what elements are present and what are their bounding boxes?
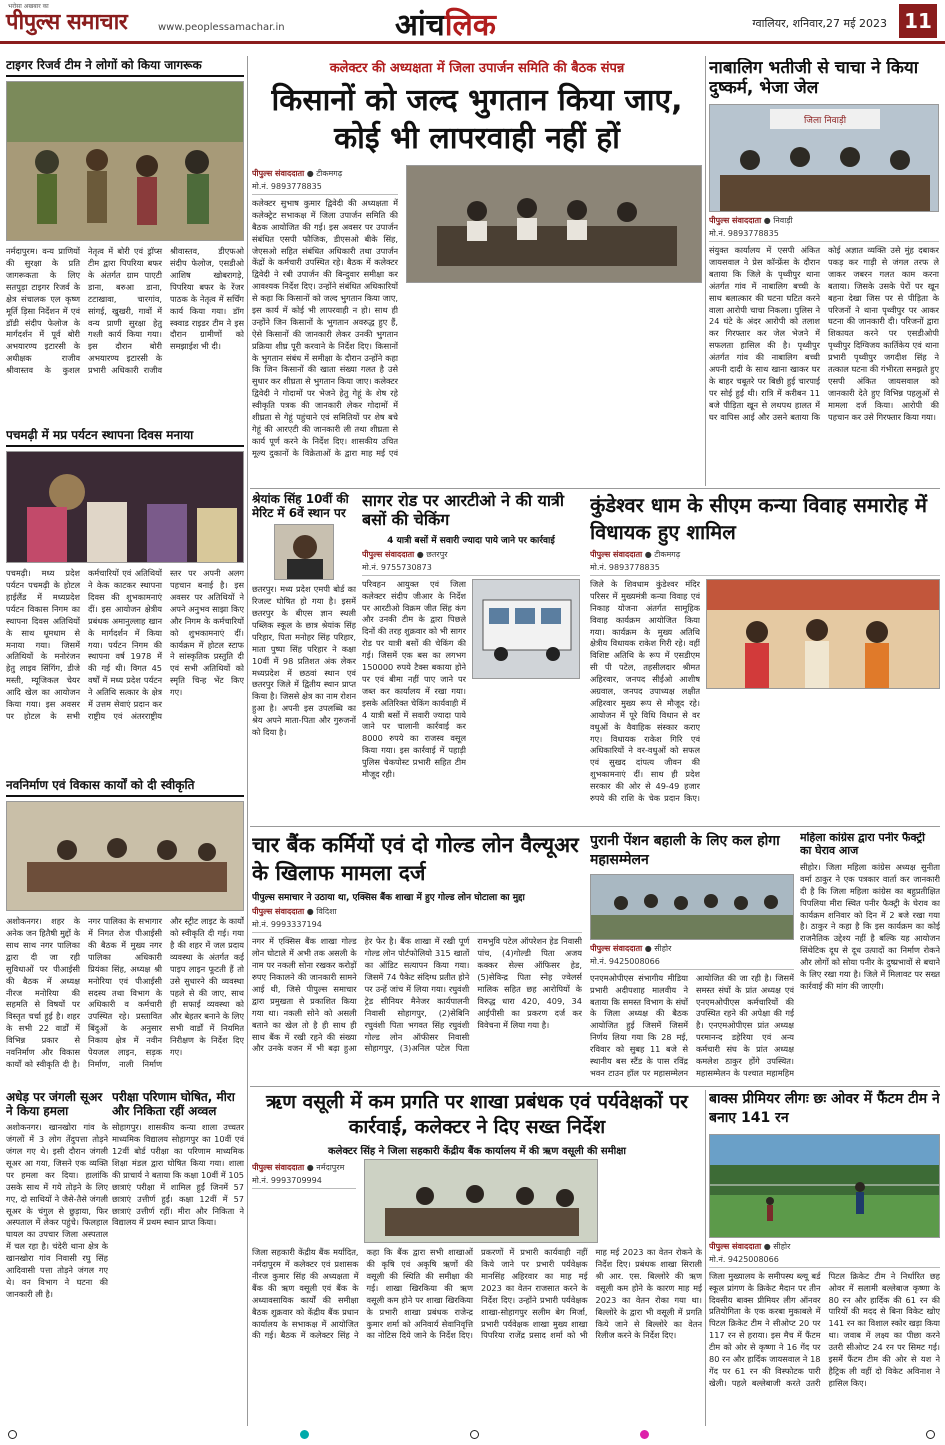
byline: पीपुल्स संवाददाता ● टीकमगढ़ — [590, 550, 681, 559]
article-bank-gold-loan — [252, 832, 582, 1082]
byline: पीपुल्स संवाददाता ● टीकमगढ़ — [252, 169, 343, 178]
reporter-mobile: मो.नं. 9993709994 — [252, 1175, 356, 1189]
rto-content — [362, 579, 580, 805]
photo-pension-image — [591, 875, 794, 940]
photo-bus-image — [473, 580, 580, 679]
photo-bank-review — [364, 1159, 598, 1243]
article-exam-result — [112, 1090, 244, 1426]
body-text: सीहोर। जिला महिला कांग्रेस अध्यक्ष सुनीता वर्मा ठाकुर ने एक पत्रकार वार्ता कर जानकारी दी है कि जिला महिला कांग्रेस का बहुप्रतीक्षित पिपलिया मीरा स्थित पनीर फैक्ट्री के घेराव का कार्यक्रम शनिवार को दिन में 2 बजे रखा गया है। ठाकुर ने कहा है कि इस कार्यक्रम का कोई राजनैतिक उद्देश्य नहीं है बल्कि यह आयोजन सिंथेटिक दूध से दूध उत्पादों का निर्माण रोकने और लोगों को सोया पनीर के दुष्प्रभावों से बचाने के लिए रखा गया है। जिले में मिलावट पर सख्त कार्रवाई की मांग की जाएगी। — [800, 861, 940, 991]
photo-cricket-match — [709, 1134, 940, 1238]
body-text: अशोकनगर। शहर के अनेक जन हितैषी मुद्दों के साथ साथ नगर पालिका द्वारा दी जा रही सुविधाओं पर पीआईसी की बैठक में अध्यक्ष नीरज मनोरिया की सहमति से विषयों पर विस्तृत चर्चा हुई है। शहर के सभी 22 वार्डों में विभिन्न प्रकार से नवनिर्माण और विकास कार्यों को स्वीकृति दी है। नगर पालिका के सभागार में निगत रोज पीआईसी की बैठक में मुख्य नगर पालिका अधिकारी प्रियंका सिंह, अध्यक्ष श्री मनोरिया एवं पीआईसी सदस्य तथा विभाग के अधिकारी व कर्मचारी उपस्थित रहे। प्रस्तावित बिंदुओं के अनुसार निकाय क्षेत्र में नवीन पेयजल लाइन, सड़क निर्माण, नाली निर्माण और स्ट्रीट लाइट के कार्यों को स्वीकृति दी गई। गया है की शहर में जल प्रदाय व्यवस्था के अंतर्गत कई पाइप लाइन फूटती हैं तो उसे सुधारने की व्यवस्था पहले से की जाए, साथ ही सफाई व्यवस्था को और बेहतर बनाने के लिए सभी वार्डों में नियमित निरीक्षण के निर्देश दिए गए। — [6, 916, 244, 1069]
section-title-b: लिक — [444, 8, 496, 43]
subhead: कलेक्टर सिंह ने जिला सहकारी केंद्रीय बैंक कार्यालय में की ऋण वसूली की समीक्षा — [328, 1146, 626, 1158]
article-rto-checking — [362, 492, 580, 822]
body-part-1: नर्मदापुरम। वन्य प्राणियों की सुरक्षा के प्रति जागरूकता के लिए सतपुड़ा टाइगर रिजर्व के क्षेत्र संचालक एल कृष्ण मूर्ति ड़िसा निर्देशन में एवं डॉडी संदीप फेलोज के मार्गदर्शन में पूर्व बोरी अभयारण्य इटारसी के अधीक्षक राजीव श्रीवास्तव के कुशल नेतृत्व में बोरी एवं ड्रॉप्स टीम द्वारा पिपरिया बफर के अंतर्गत ग्राम पाएटी डाना, बरुआ डाना, टटाखावा, चारगांव, — [6, 246, 162, 376]
collector-content — [252, 165, 702, 458]
photo-bus-checking — [472, 579, 580, 679]
masthead — [0, 0, 945, 44]
headline: टाइगर रिजर्व टीम ने लोगों को किया जागरूक — [6, 58, 244, 77]
headline: परीक्षा परिणाम घोषित, मीरा और निकिता रहीं अव्वल — [112, 1090, 235, 1119]
collector-left-col — [252, 165, 398, 458]
byline: पीपुल्स संवाददाता ● छतरपुर — [362, 549, 448, 559]
reporter-mobile: मो.नं. 9755730873 — [362, 562, 580, 576]
reporter-mobile: मो.नं. 9893778835 — [590, 562, 940, 576]
reporter-mobile: मो.नं. 9993337194 — [252, 919, 582, 933]
headline: श्रेयांक सिंह 10वीं की मेरिट में 6वें स्थान पर — [252, 492, 349, 521]
headline: नवनिर्माण एवं विकास कार्यों को दी स्वीकृति — [6, 778, 244, 797]
byline: पीपुल्स संवाददाता ● सीहोर — [709, 1241, 791, 1251]
registration-mark-icon — [926, 1430, 935, 1439]
body-text: सोहागपुर। शासकीय कन्या शाला उच्चतर माध्यमिक विद्यालय सोहागपुर का 10वीं एवं 12वीं बोर्ड परीक्षा का परिणाम माध्यमिक शिक्षा मंडल द्वारा घोषित किया गया। शाला की प्राचार्य ने बताया कि कक्षा 10वीं में 105 छात्राएं परीक्षा में शामिल हुईं जिनमें 57 छात्राएं उत्तीर्ण हुईं। कक्षा 12वीं में 57 छात्राएं उत्तीर्ण रहीं। मीरा और निकिता ने विद्यालय में प्रथम स्थान प्राप्त किया। — [112, 1122, 244, 1228]
loan-right-spacer — [606, 1159, 702, 1243]
photo-wedding-image — [707, 580, 940, 689]
photo-pachmarhi-image — [7, 452, 244, 563]
body-text: नगर में एक्सिस बैंक शाखा गोल्ड लोन घोटाले में अभी तक असली के नाम पर नकली सोना रखकर करोड़ों रुपए निकालने की जानकारी सामने आई थी, जिसे पीपुल्स समाचार द्वारा प्रमुखता से प्रकाशित किया गया था। नकली सोने को असली बताने का खेल तो है ही साथ ही साथ बैंक में रखी रहने की संख्या और उनके वजन में भी बढ़ा हुआ हेर फेर है। बैंक शाखा में रखी पूर्ण गोल्ड लोन पोर्टफोलियो 315 खातों का ऑडिट सत्यापन किया गया। जिसमें 74 पैकेट संदिग्ध प्रतीत होने पर उन्हें जांच में लिया गया। रघुवंशी ट्रेड सीनियर मैनेजर कार्यपालनी निवासी सोहागपुर, (2)सेबिनि रघुवंशी पिता भगवत सिंह रघुवंशी गोल्ड लोन ऑफीसर निवासी सोहागपुर, (3)अनिल पटेल पिता रामभुवि पटेल ऑपरेशन हेड निवासी पांच, (4)गोल्डी पिता अजय कक्कर सेल्स ऑफिसर हेड, (5)सेविन्द्र पिता स्नेह ज्वेलर्स मालिक सहित छह आरोपियों के विरुद्ध धारा 420, 409, 34 आईपीसी का प्रकरण दर्ज कर विवेचना में लिया गया है। — [252, 936, 582, 1054]
body-text — [6, 246, 244, 377]
reporter-mobile: मो.नं. 9893778835 — [709, 228, 939, 242]
body-text: कलेक्टर सुभाष कुमार द्विवेदी की अध्यक्षता में कलेक्ट्रेट सभाकक्ष में जिला उपार्जन समिति की बैठक आयोजित की गई। इस अवसर पर उपार्जन संबंधित एसपी फौजिक, डीएसओ बीके सिंह, जेएसओ सहित संबंधित अधिकारी तथा उपार्जन केंद्रों के कर्मचारी उपस्थित रहे। बैठक में कलेक्टर द्विवेदी ने रबी उपार्जन की बिन्दुवार समीक्षा कर आवश्यक निर्देश दिए। उन्होंने संबंधित अधिकारियों से कहा कि किसानों को जल्द भुगतान किया जाए, इस कार्य में कोई भी लापरवाही न हो। साथ ही उन्होंने जिन किसानों के भुगतान अवरुद्ध हुए हैं, ऐसे किसानों की जानकारी लेकर उनकी भुगतान प्रक्रिया शीघ्र पूरी करवाने के निर्देश दिए। किसानों के भुगतान संबंध में समीक्षा के दौरान उन्होंने कहा कि जिन किसानों की खाता संख्या गलत है उसे सुधार कर शीघ्रता से भुगतान किया जाए। कलेक्टर द्विवेदी ने गोदामों पर भेजने हेतु गेहूं के शेष रहे स्वीकृति पत्रक की जानकारी लेकर गोदामों में शीघ्रता से गेहूं पहुंचाने एवं समितियों पर शेष बचे गेहूं की आरएटी की जानकारी ली तथा शीघ्रता से कार्य पूर्ण करने के निर्देश दिए। शासकीय उचित मूल्य दुकानों के विक्रेताओं के द्वारा माह मई एवं — [252, 198, 398, 458]
body-text: जिला सहकारी केंद्रीय बैंक मर्यादित, नर्मदापुरम में कलेक्टर एवं प्रशासक नीरज कुमार सिंह की अध्यक्षता में बैंक की ऋण वसूली एवं बैंक के अध्यावसायिक कार्यों की समीक्षा बैठक शुक्रवार को केंद्रीय बैंक प्रधान कार्यालय के सभाकक्ष में आयोजित की गई। बैठक में कलेक्टर सिंह ने कहा कि बैंक द्वारा सभी शाखाओं की कृषि एवं अकृषि ऋणों की वसूली की स्थिति की समीक्षा की गई। शाखा खिरकिया की ऋण वसूली कम होने पर शाखा खिरकिया के प्रभारी शाखा प्रबंधक राजेन्द्र कुमार शर्मा को अनिवार्य सेवानिवृत्ति का नोटिस दिये जाने के निर्देश दिए। प्रकरणों में प्रभारी कार्यवाही नहीं किये जाने पर प्रभारी पर्यवेक्षक मानसिंह अहिरवार का माह मई 2023 का वेतन राजसात करने के निर्देश दिए। उन्होंने प्रभारी पर्यवेक्षक शाखा-सोहागपुर सलीम बेग मिर्जा, प्रभारी पर्यवेक्षक शाखा मुख्य शाखा पिपरिया राजेंद्र प्रसाद शर्मा को भी माह मई 2023 का वेतन रोकने के निर्देश दिए। प्रबंधक शाखा सिराली श्री आर. एस. बिल्लोरे की ऋण वसूली कम होने के कारण माह मई 2023 का वेतन रोका गया था। बिल्लोरे के द्वारा भी वसूली में प्रगति किये जाने से बिल्लोरे का वेतन रिलीज करने के निर्देश दिए। — [252, 1247, 702, 1341]
photo-student — [274, 524, 334, 580]
photo-pachmarhi-event — [6, 451, 244, 563]
body-part-2: सांगई, खुखरी, गावों में वन्य प्राणी सुरक्षा हेतु गश्ती कार्य किया गया। इस दौरान बोरी अभयारण्य इटारसी के प्रभारी अधिकारी राजीव श्रीवास्तव, डीएफओ संदीप फेलोज, एसडीओ आशिष खोबरागड़े, पिपरिया बफर के रेंजर पाठक के नेतृत्व में सर्चिंग कार्य किया गया। डॉग स्क्वाड राइडर टीम ने इस दौरान ग्रामीणों को समझाईश भी दी। — [88, 246, 244, 376]
headline: महिला कांग्रेस द्वारा पनीर फैक्ट्री का घेराव आज — [800, 832, 925, 857]
headline: चार बैंक कर्मियों एवं दो गोल्ड लोन वैल्यूअर के खिलाफ मामला दर्ज — [252, 833, 579, 885]
row-rule — [250, 1086, 940, 1087]
page-number: 11 — [899, 4, 937, 38]
byline: पीपुल्स संवाददाता ● सीहोर — [590, 943, 672, 953]
photo-cricket-image — [710, 1135, 940, 1238]
byline: पीपुल्स संवाददाता ● नर्मदापुरम — [252, 1163, 345, 1173]
article-kundeshwar-marriage — [590, 492, 940, 822]
article-loan-recovery — [252, 1090, 702, 1426]
kicker: कलेक्टर की अध्यक्षता में जिला उपार्जन समिति की बैठक संपन्न — [329, 61, 625, 76]
headline: कुंडेश्वर धाम के सीएम कन्या विवाह समारोह में विधायक हुए शामिल — [590, 493, 927, 544]
byline-place: सीहोर — [654, 943, 672, 953]
byline-place: निवाड़ी — [773, 216, 793, 226]
reporter-mobile: मो.नं. 9893778835 — [252, 181, 398, 195]
byline-name: पीपुल्स संवाददाता — [252, 1163, 305, 1173]
body-text: जिला मुख्यालय के समीपस्थ ब्ल्यू बर्ड स्कूल प्रांगण के क्रिकेट मैदान पर तीन दिवसीय बाक्स प्रीमियर लीग ऑनवर प्रतियोगिता के एक करबा मुकाबले में पिटल क्रिकेट टीम ने सीओप्ट 20 पर 117 रन से हराया। इस मैच में फैंटम टीम को ओर से कृष्णा ने 16 गेंद पर 80 रन और हार्दिक जायसवाल ने 18 गेंद पर 61 रन की विस्फोटक पारी खेली। पहले बल्लेबाजी करते उतरी पिटल क्रिकेट टीम ने निर्धारित छह ओवर में सलामी बल्लेबाज कृष्णा के 80 रन और हार्दिक की 61 रन की पारियों की मदद से बिना विकेट खोए 141 रन का विशाल स्कोर खड़ा किया था। जवाब में लक्ष्य का पीछा करने उतरी सीओप्ट 24 रन पर सिमट गई। इसमें फैंटम टीम की ओर से यश ने हैट्रिक ली वहीं दो विकेट अविनाश ने हासिल किए। — [709, 1270, 940, 1388]
photo-bank-image — [365, 1160, 598, 1243]
body-text: संयुक्त कार्यालय में एसपी अंकित जायसवाल ने प्रेस कॉन्फ्रेंस के दौरान बताया कि जिले के पृथ्वीपुर थाना अंतर्गत गांव में नाबालिग बच्ची के साथ बलात्कार की घटना घटित करने वाला आरोपी चाचा निकला। पुलिस ने 24 घंटे के अंदर आरोपी को तलाश कर गिरफ्तार कर जेल भेजने में सफलता हासिल की है। पृथ्वीपुर अंतर्गत गांव की नाबालिग बच्ची अपनी दादी के साथ खाना खाकर घर के बाहर चबूतरे पर बिछी हुई चारपाई पर सोई हुई थी। रात्रि में करीबन 11 बजे पीड़िता खून से लथपथ हालत में घर वापिस आई और उसने बताया कि कोई अज्ञात व्यक्ति उसे मुंह दबाकर पकड़ कर गाड़ी से जंगल तरफ ले जाकर जबरन गलत काम करना बताया। जिसके उसके पेरों पर खून बहना देखा जिस पर से पीड़िता के परिजनों ने थाना पृथ्वीपुर पर आकर घटना की जानकारी दी। परिजनों द्वारा शिकायत करने पर एसडीओपी पृथ्वीपुर दिग्विजय कार्तिकेय एवं थाना प्रभारी पृथ्वीपुर जगदीश सिंह ने तत्काल घटना की गंभीरता समझते हुए एसपी अंकित जायसवाल को जानकारी देते हुए विभिन्न पहलुओं से मामला दर्ज किया। आरोपी की पहचान कर उसे गिरफ्तार किया गया। — [709, 245, 939, 422]
column-rule — [705, 56, 706, 486]
registration-mark-icon — [8, 1430, 17, 1439]
reporter-mobile: मो.नं. 9425008066 — [709, 1254, 940, 1268]
photo-tiger-team — [6, 81, 244, 241]
byline-name: पीपुल्स संवाददाता — [709, 1241, 762, 1251]
headline: अधेड़ पर जंगली सूअर ने किया हमला — [6, 1090, 103, 1119]
photo-meeting — [6, 801, 244, 911]
body-text: जिले के शिवधाम कुंडेश्वर मंदिर परिसर में मुख्यमंत्री कन्या विवाह एवं निकाह योजना अंतर्गत सामूहिक विवाह कार्यक्रम आयोजित किया गया। कार्यक्रम के मुख्य अतिथि क्षेत्रीय विधायक राकेश गिरी रहे। वहीं विशिष्ट अतिथि के रूप में एसडीएम सी पी पटेल, तहसीलदार श्रीमत अहिरवार, जनपद सीईओ आशीष अग्रवाल, जनपद उपाध्यक्ष लक्षीत अहिरवार मुख्य रूप से मौजूद रहे। आयोजन में पूरे विधि विधान से वर वधुओं के वैवाहिक संस्कार कराए गए। विधायक राकेश गिरि एवं अधिकारियों ने वर-वधुओं को सफल एवं सुखद दांपत्य जीवन की शुभकामनाएं दीं। साथ ही प्रदेश सरकार की ओर से 49-49 हजार रुपये की राशि के चेक प्रदान किए। — [590, 579, 700, 804]
byline-name: पीपुल्स संवाददाता — [252, 169, 305, 178]
row-rule — [250, 488, 940, 489]
headline: ऋण वसूली में कम प्रगति पर शाखा प्रबंधक एवं पर्यवेक्षकों पर कार्रवाई, कलेक्टर ने दिए सख्त निर्देश — [266, 1091, 688, 1139]
headline: पुरानी पेंशन बहाली के लिए कल होगा महासम्मेलन — [590, 833, 780, 868]
subhead: 4 यात्री बसों में सवारी ज्यादा पाये जाने पर कार्रवाई — [387, 535, 555, 546]
loan-content — [252, 1159, 702, 1243]
photo-wedding — [706, 579, 940, 689]
photo-collector-image — [407, 166, 702, 283]
byline-place: टीकमगढ़ — [654, 550, 681, 559]
article-tiger-reserve — [6, 58, 244, 424]
article-collector-farmers — [252, 58, 702, 486]
registration-mark-icon — [470, 1430, 479, 1439]
photo-student-image — [275, 525, 334, 580]
body-text: अशोकनगर। खानखोरा गांव के जंगलों में 3 लोग तेंदुपत्ता तोड़ने जंगल गए थे। इसी दौरान जंगली सूअर आ गया, जिसने एक व्यक्ति पर हमला कर दिया। हालांकि उसके साथ में गये तोड़ने के लिए गए, दो साथियों ने जैसे-तैसे जंगली सूअर के चंगुल से छुड़ाया, फिर अस्पताल में लेकर पहुंचे। फिलहाल घायल का उपचार जिला अस्पताल में चल रहा है। चंदेरी थाना क्षेत्र के खानखोरा गांव निवासी रघु सिंह आदिवासी पत्ता तोड़ने जंगल गए थे। वन विभाग ने घटना की जानकारी ली है। — [6, 1122, 108, 1299]
subhead: पीपुल्स समाचार ने उठाया था, एक्सिस बैंक शाखा में हुए गोल्ड लोन घोटाला का मुद्दा — [252, 893, 525, 904]
print-footer — [0, 1428, 945, 1445]
byline-place: सीहोर — [773, 1241, 791, 1251]
registration-mark-icon — [640, 1430, 649, 1439]
row-rule — [250, 826, 940, 827]
column-rule — [247, 56, 248, 1426]
article-mahila-congress — [800, 832, 940, 1082]
headline: सागर रोड पर आरटीओ ने की यात्री बसों की चेकिंग — [362, 492, 564, 529]
byline: पीपुल्स संवाददाता ● विदिशा — [252, 907, 337, 917]
photo-collector-meeting — [406, 165, 702, 283]
article-shreyank-merit — [252, 492, 356, 822]
column-rule — [705, 1090, 706, 1426]
reporter-mobile: मो.नं. 9425008066 — [590, 956, 794, 970]
headline: नाबालिग भतीजी से चाचा ने किया दुष्कर्म, भेजा जेल — [709, 58, 919, 99]
byline-name: पीपुल्स संवाददाता — [590, 943, 643, 953]
byline-name: पीपुल्स संवाददाता — [590, 550, 643, 559]
headline: बाक्स प्रीमियर लीगः छः ओवर में फैंटम टीम ने बनाए 141 रन — [709, 1091, 940, 1126]
byline-name: पीपुल्स संवाददाता — [362, 549, 415, 559]
article-crime-niwari — [709, 58, 939, 486]
kundeshwar-content — [590, 579, 940, 805]
byline-place: विदिशा — [316, 907, 337, 917]
registration-mark-icon — [300, 1430, 309, 1439]
byline-name: पीपुल्स संवाददाता — [709, 216, 762, 226]
headline: किसानों को जल्द भुगतान किया जाए, कोई भी लापरवाही नहीं हों — [271, 83, 683, 156]
byline-name: पीपुल्स संवाददाता — [252, 907, 305, 917]
article-old-pension — [590, 832, 794, 1082]
body-text: पचमढ़ी। मध्य प्रदेश पर्यटन पचमढ़ी के होटल हाईलैंड में मध्यप्रदेश पर्यटन विकास निगम का स्थापना दिवस अतिथियों के साथ धूमधाम से मनाया गया। जिसमें अतिथियों के मनोरंजन हेतु लाइव सिंगिंग, डीजे मस्ती, म्यूजिकल चेयर आदि खेल का आयोजन किया गया। इस अवसर पर होटल के सभी कर्मचारियों एवं अतिथियों ने केक काटकर स्थापना दिवस की शुभकामनाएं दीं। इस आयोजन क्षेत्रीय प्रबंधक अमानुल्लाह खान के मार्गदर्शन में किया गया। पर्यटन निगम की स्थापना वर्ष 1978 में की गई थी। विगत 45 वर्षों में मध्य प्रदेश पर्यटन ने अतिथि सत्कार के क्षेत्र में उत्तम सेवाएं प्रदान कर राष्ट्रीय एवं अंतरराष्ट्रीय स्तर पर अपनी अलग पहचान बनाई है। इस अवसर पर अतिथियों ने अपने अनुभव साझा किए और निगम के कर्मचारियों को शुभकामनाएं दीं। कार्यक्रम में होटल स्टाफ ने सांस्कृतिक प्रस्तुति दी एवं सभी अतिथियों को स्मृति चिन्ह भेंट किए गए। — [6, 568, 244, 721]
byline-place: नर्मदापुरम — [316, 1163, 345, 1173]
website-url[interactable]: www.peoplessamachar.in — [158, 22, 285, 33]
body-text: परिवहन आयुक्त एवं जिला कलेक्टर संदीप जीआर के निर्देश पर आरटीओ विक्रम जीत सिंह कंग और उनकी टीम के द्वारा पिछले दिनों की तरह शुक्रवार को भी सागर रोड पर यात्री बसों की चेकिंग की गई। जिसमें एक बस का लगभग 150000 रुपये टैक्स बकाया होने पर एवं बीमा नहीं पाए जाने पर जब्त कर कार्यालय में रखा गया। इसके अतिरिक्त चेकिंग कार्यवाही में 4 यात्री बसों में सवारी ज्यादा पाये जाने पर चालानी कार्रवाई कर 8000 रुपये का राजस्व वसूल किया गया। इस कार्रवाई में पहाड़ी पुलिस चेकपोस्ट प्रभारी सहित टीम मौजूद रही। — [362, 578, 466, 779]
article-box-cricket — [709, 1090, 940, 1426]
newspaper-logo[interactable]: पीपुल्स समाचार — [6, 9, 128, 35]
article-pachmarhi — [6, 428, 244, 776]
masthead-tagline: भरोसा अखबार का — [8, 3, 49, 10]
section-title-a: आंच — [395, 8, 445, 43]
photo-meeting-image — [7, 802, 244, 911]
photo-press-conference — [709, 104, 939, 212]
body-text: छतरपुर। मध्य प्रदेश एमपी बोर्ड का रिजल्ट घोषित हो गया है। इसमें छतरपुर के बीएस ज्ञान स्थली पब्लिक स्कूल के छात्र श्रेयांक सिंह परिहार, पिता मनोहर सिंह परिहार, माता पुष्पा सिंह परिहार ने कक्षा 10वीं में 98 प्रतिशत अंक लेकर मध्यप्रदेश में छठवां स्थान एवं छतरपुर जिले में द्वितीय स्थान प्राप्त किया है। जिससे क्षेत्र का नाम रोशन हुआ है। अपनी इस उपलब्धि का श्रेय अपने माता-पिता और गुरुजनों को दिया है। — [252, 584, 356, 737]
photo-press-image — [710, 105, 939, 212]
byline-place: छतरपुर — [426, 549, 448, 559]
article-jungle-boar — [6, 1090, 108, 1426]
photo-tiger-team-image — [7, 82, 244, 241]
byline-place: टीकमगढ़ — [316, 169, 343, 178]
loan-left-col — [252, 1159, 356, 1243]
body-text: एनएमओपीएस संभागीय मीडिया प्रभारी अदीपशाह मालवीय ने बताया कि समस्त विभाग के संघों के जिला अध्यक्ष की बैठक आयोजित हुई जिसमें जिसमें निर्णय लिया गया कि 28 मई, रविवार को सुबह 11 बजे से स्थानीय बस स्टैंड के पास रविंद्र भवन टाउन हॉल पर महासम्मेलन आयोजित की जा रही है। जिसमें समस्त संघों के प्रांत अध्यक्ष एवं एनएमओपीएस कर्मचारियों की उपस्थित रहने की अपेक्षा की गई है। एनएमओपीएस प्रांत अध्यक्ष परमानन्द डहेरिया एवं अन्य कर्मचारी संघ के प्रांत अध्यक्ष कमलेश ठाकुर होंगे उपस्थित। महासम्मेलन के पश्चात महामहिम — [590, 972, 794, 1078]
photo-pension-group — [590, 874, 794, 940]
headline: पचमढ़ी में मप्र पर्यटन स्थापना दिवस मनाया — [6, 428, 244, 447]
byline: पीपुल्स संवाददाता ● निवाड़ी — [709, 216, 793, 226]
section-title — [395, 3, 496, 44]
press-board-text: जिला निवाड़ी — [803, 116, 847, 127]
article-navnirman — [6, 778, 244, 1084]
issue-date: ग्वालियर, शनिवार,27 मई 2023 — [752, 17, 887, 30]
